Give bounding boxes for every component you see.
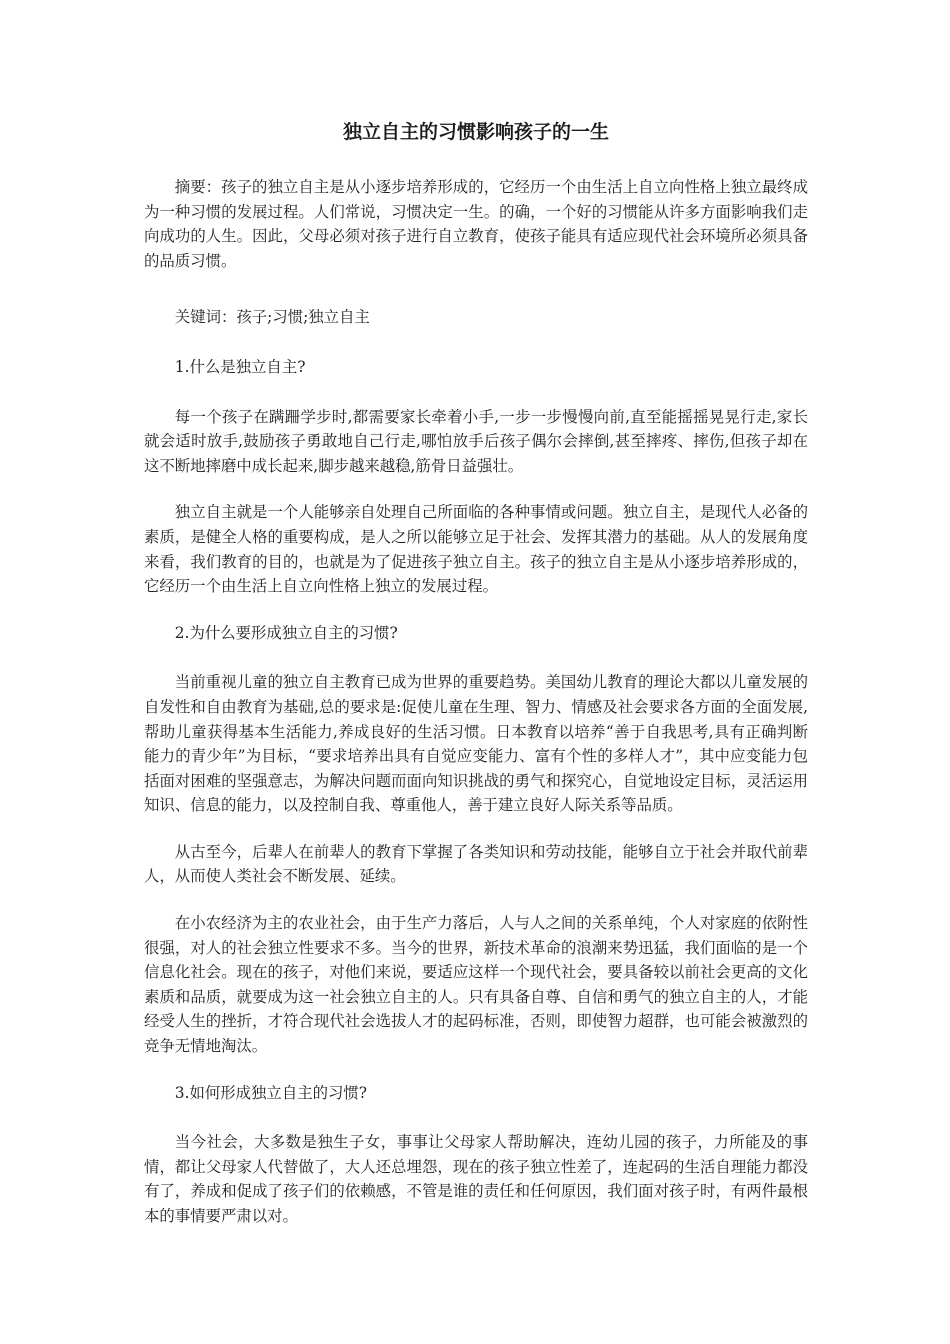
section-2-paragraph-3: 在小农经济为主的农业社会，由于生产力落后，人与人之间的关系单纯，个人对家庭的依附性很强，对人的社会独立性要求不多。当今的世界，新技术革命的浪潮来势迅猛，我们面临的是一个信息化社会。现在的孩子，对他们来说，要适应这样一个现代社会，要具备较以前社会更高的文化素质和品质，就要成为这一社会独立自主的人。只有具备自尊、自信和勇气的独立自主的人，才能经受人生的挫折，才符合现代社会选拔人才的起码标准，否则，即使智力超群，也可能会被激烈的竞争无情地淘汰。 xyxy=(144,914,808,1056)
section-3-paragraph-1: 当今社会，大多数是独生子女，事事让父母家人帮助解决，连幼儿园的孩子，力所能及的事情，都让父母家人代替做了，大人还总埋怨，现在的孩子独立性差了，连起码的生活自理能力都没有了，养成和促成了孩子们的依赖感，不管是谁的责任和任何原因，我们面对孩子时，有两件最根本的事情要严肃以对。 xyxy=(144,1133,808,1225)
section-1-paragraph-2: 独立自主就是一个人能够亲自处理自己所面临的各种事情或问题。独立自主，是现代人必备的素质，是健全人格的重要构成，是人之所以能够立足于社会、发挥其潜力的基础。从人的发展角度来看，我们教育的目的，也就是为了促进孩子独立自主。孩子的独立自主是从小逐步培养形成的，它经历一个由生活上自立向性格上独立的发展过程。 xyxy=(144,503,808,596)
document-title: 独立自主的习惯影响孩子的一生 xyxy=(342,121,609,143)
section-1-heading: 1.什么是独立自主? xyxy=(174,357,306,376)
section-3-heading: 3.如何形成独立自主的习惯? xyxy=(174,1083,368,1102)
section-2-paragraph-2: 从古至今，后辈人在前辈人的教育下掌握了各类知识和劳动技能，能够自立于社会并取代前辈人，从而使人类社会不断发展、延续。 xyxy=(144,842,808,886)
section-1-paragraph-1: 每一个孩子在蹒跚学步时,都需要家长牵着小手,一步一步慢慢向前,直至能摇摇晃晃行走,家长就会适时放手,鼓励孩子勇敢地自己行走,哪怕放手后孩子偶尔会摔倒,甚至摔疼、摔伤,但孩子却在这不断地摔磨中成长起来,脚步越来越稳,筋骨日益强壮。 xyxy=(144,407,808,475)
document-page xyxy=(144,118,808,1251)
abstract-paragraph: 摘要：孩子的独立自主是从小逐步培养形成的，它经历一个由生活上自立向性格上独立最终成为一种习惯的发展过程。人们常说，习惯决定一生。的确，一个好的习惯能从许多方面影响我们走向成功的人生。因此，父母必须对孩子进行自立教育，使孩子能具有适应现代社会环境所必须具备的品质习惯。 xyxy=(144,178,808,270)
keywords-line: 关键词：孩子;习惯;独立自主 xyxy=(174,308,370,327)
section-2-heading: 2.为什么要形成独立自主的习惯? xyxy=(174,623,398,642)
section-2-paragraph-1: 当前重视儿童的独立自主教育已成为世界的重要趋势。美国幼儿教育的理论大都以儿童发展的自发性和自由教育为基础,总的要求是:促使儿童在生理、智力、情感及社会要求各方面的全面发展,帮助儿童获得基本生活能力,养成良好的生活习惯。日本教育以培养“善于自我思考,具有正确判断能力的青少年”为目标，“要求培养出具有自觉应变能力、富有个性的多样人才”，其中应变能力包括面对困难的坚强意志，为解决问题而面向知识挑战的勇气和探究心，自觉地设定目标，灵活运用知识、信息的能力，以及控制自我、尊重他人，善于建立良好人际关系等品质。 xyxy=(144,673,808,815)
